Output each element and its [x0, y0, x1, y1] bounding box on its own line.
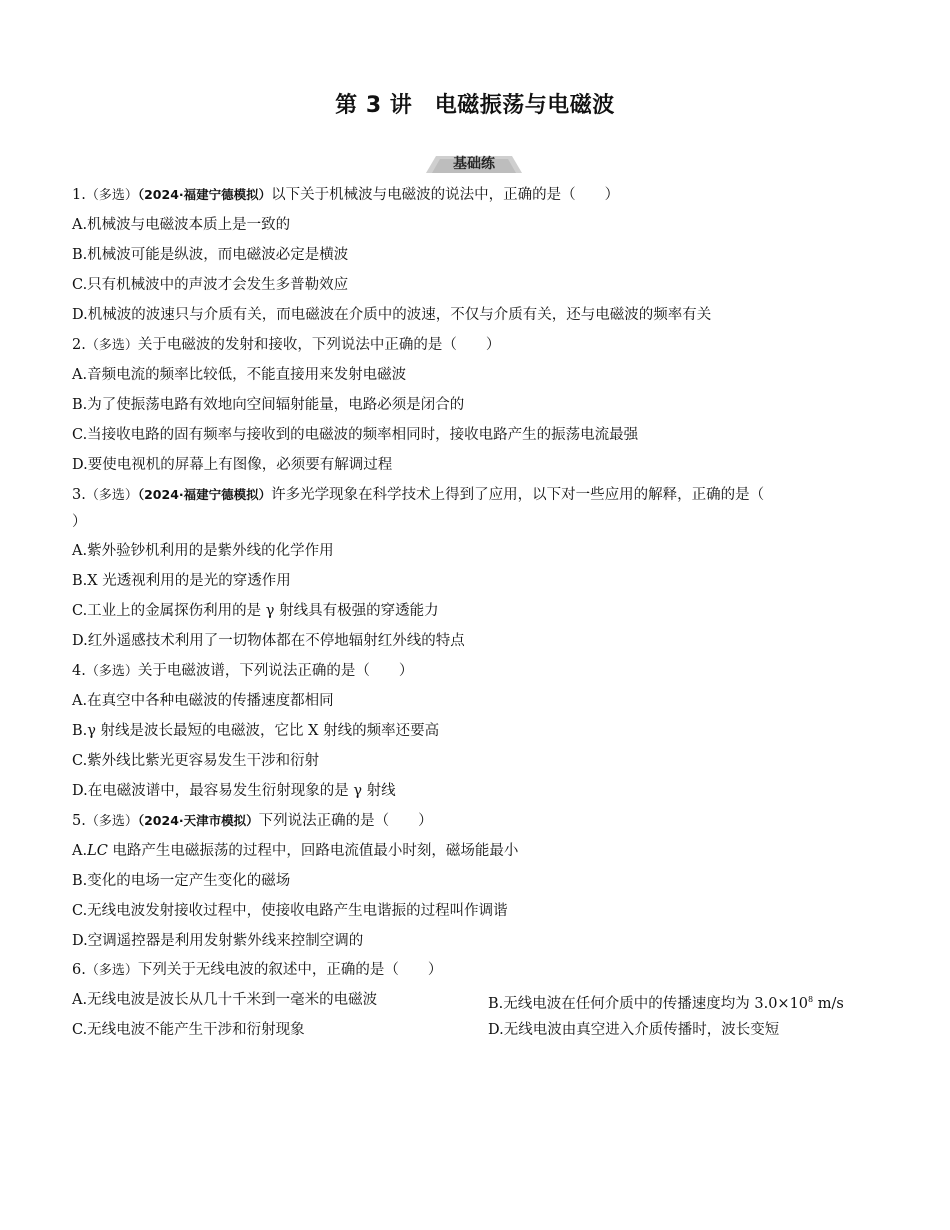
page-title: 第 3 讲 电磁振荡与电磁波 — [335, 93, 615, 118]
option-d: D.无线电波由真空进入介质传播时，波长变短 — [488, 1022, 780, 1038]
question-6-stem — [72, 960, 442, 981]
question-source: （2024·福建宁德模拟） — [137, 187, 272, 202]
question-tag: （多选） — [85, 664, 138, 679]
question-tag: （多选） — [85, 963, 138, 978]
option-b: B.X 光透视利用的是光的穿透作用 — [72, 573, 291, 589]
option-c: C.工业上的金属探伤利用的是 γ 射线具有极强的穿透能力 — [72, 603, 439, 619]
question-text: 许多光学现象在科学技术上得到了应用，以下对一些应用的解释，正确的是（ — [271, 487, 765, 503]
option-letter: A. — [72, 843, 88, 859]
exponent: 8 — [808, 995, 814, 1004]
question-tag: （多选） — [85, 814, 138, 829]
option-b: B.变化的电场一定产生变化的磁场 — [72, 873, 291, 889]
option-c: C.无线电波不能产生干涉和衍射现象 — [72, 1022, 305, 1038]
question-tag: （多选） — [85, 338, 138, 353]
question-number: 2. — [72, 337, 86, 353]
option-a: A.无线电波是波长从几十千米到一毫米的电磁波 — [72, 992, 378, 1008]
option-c: C.当接收电路的固有频率与接收到的电磁波的频率相同时，接收电路产生的振荡电流最强 — [72, 427, 639, 443]
lc-symbol: LC — [87, 843, 108, 859]
unit: m/s — [813, 996, 844, 1012]
option-d: D.要使电视机的屏幕上有图像，必须要有解调过程 — [72, 457, 393, 473]
question-tag: （多选） — [85, 188, 138, 203]
question-number: 1. — [72, 187, 86, 203]
question-2-stem — [72, 335, 500, 356]
question-source: （2024·天津市模拟） — [137, 813, 259, 828]
option-b: B.机械波可能是纵波，而电磁波必定是横波 — [72, 247, 349, 263]
option-b: B.为了使振荡电路有效地向空间辐射能量，电路必须是闭合的 — [72, 397, 465, 413]
option-a — [72, 841, 518, 861]
option-b: B.γ 射线是波长最短的电磁波，它比 X 射线的频率还要高 — [72, 723, 440, 739]
question-number: 5. — [72, 813, 86, 829]
option-text: B.无线电波在任何介质中的传播速度均为 3.0×10 — [488, 996, 809, 1012]
question-text: 关于电磁波的发射和接收，下列说法中正确的是（ ） — [137, 337, 501, 353]
question-5-stem — [72, 811, 433, 832]
question-number: 4. — [72, 663, 86, 679]
option-c: C.只有机械波中的声波才会发生多普勒效应 — [72, 277, 349, 293]
option-d: D.红外遥感技术利用了一切物体都在不停地辐射红外线的特点 — [72, 633, 465, 649]
question-3-stem — [72, 485, 764, 506]
question-source: （2024·福建宁德模拟） — [137, 487, 272, 502]
question-4-stem — [72, 661, 413, 682]
option-d: D.空调遥控器是利用发射紫外线来控制空调的 — [72, 933, 364, 949]
question-text: 下列关于无线电波的叙述中，正确的是（ ） — [137, 962, 443, 978]
question-3-stem-cont: ） — [72, 514, 87, 530]
option-d: D.机械波的波速只与介质有关，而电磁波在介质中的波速，不仅与介质有关，还与电磁波的频率有关 — [72, 307, 712, 323]
section-label: 基础练 — [453, 156, 495, 172]
question-number: 3. — [72, 487, 86, 503]
option-a: A.音频电流的频率比较低，不能直接用来发射电磁波 — [72, 367, 407, 383]
question-text: 下列说法正确的是（ ） — [258, 813, 433, 829]
question-text: 以下关于机械波与电磁波的说法中，正确的是（ ） — [271, 187, 620, 203]
option-a: A.紫外验钞机利用的是紫外线的化学作用 — [72, 543, 334, 559]
option-a: A.机械波与电磁波本质上是一致的 — [72, 217, 291, 233]
question-number: 6. — [72, 962, 86, 978]
question-text: 关于电磁波谱，下列说法正确的是（ ） — [137, 663, 414, 679]
option-b — [488, 990, 844, 1014]
section-header — [426, 152, 522, 174]
option-c: C.无线电波发射接收过程中，使接收电路产生电谐振的过程叫作调谐 — [72, 903, 508, 919]
question-tag: （多选） — [85, 488, 138, 503]
option-c: C.紫外线比紫光更容易发生干涉和衍射 — [72, 753, 320, 769]
option-a: A.在真空中各种电磁波的传播速度都相同 — [72, 693, 334, 709]
question-1-stem — [72, 185, 619, 206]
option-d: D.在电磁波谱中，最容易发生衍射现象的是 γ 射线 — [72, 783, 396, 799]
option-text: 电路产生电磁振荡的过程中，回路电流值最小时刻，磁场能最小 — [107, 843, 519, 859]
